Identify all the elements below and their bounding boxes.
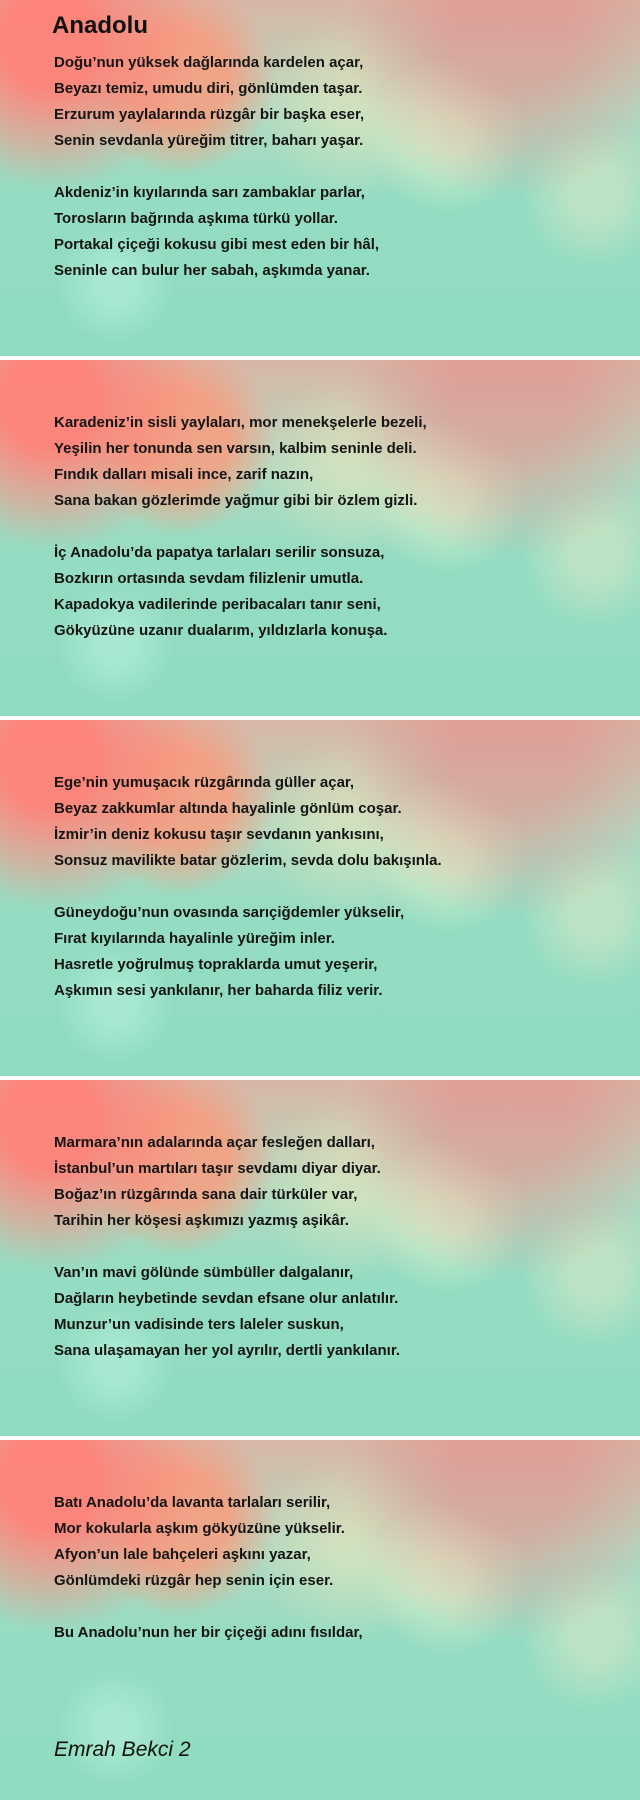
poem-card-3 <box>0 720 640 1076</box>
stanza-8 <box>54 1260 400 1364</box>
poem-line: Karadeniz’in sisli yaylaları, mor menekşelerle bezeli, <box>54 414 427 431</box>
poem-line: Marmara’nın adalarında açar fesleğen dalları, <box>54 1134 375 1151</box>
poem-line: Fırat kıyılarında hayalinle yüreğim inler. <box>54 930 335 947</box>
stanza-5 <box>54 770 442 874</box>
poem-line: Batı Anadolu’da lavanta tarlaları serilir, <box>54 1494 331 1511</box>
poem-line: Beyazı temiz, umudu diri, gönlümden taşar. <box>54 80 363 97</box>
poem-line: Hasretle yoğrulmuş topraklarda umut yeşerir, <box>54 956 378 973</box>
poem-line: Boğaz’ın rüzgârında sana dair türküler var, <box>54 1186 358 1203</box>
stanza-10 <box>54 1620 363 1646</box>
poem-line: Tarihin her köşesi aşkımızı yazmış aşikâr. <box>54 1212 349 1229</box>
poem-line: Kapadokya vadilerinde peribacaları tanır seni, <box>54 596 381 613</box>
stanza-4 <box>54 540 387 644</box>
poem-line: Dağların heybetinde sevdan efsane olur anlatılır. <box>54 1290 399 1307</box>
poem-line: Akdeniz’in kıyılarında sarı zambaklar parlar, <box>54 184 365 201</box>
poem-line: Yeşilin her tonunda sen varsın, kalbim seninle deli. <box>54 440 417 457</box>
stanza-7 <box>54 1130 381 1234</box>
poem-line: İzmir’in deniz kokusu taşır sevdanın yankısını, <box>54 826 384 843</box>
poem-line: Doğu’nun yüksek dağlarında kardelen açar, <box>54 54 364 71</box>
poem-line: Ege’nin yumuşacık rüzgârında güller açar, <box>54 774 355 791</box>
poem-card-1 <box>0 0 640 356</box>
poem-line: Beyaz zakkumlar altında hayalinle gönlüm coşar. <box>54 800 402 817</box>
poem-line: Gökyüzüne uzanır dualarım, yıldızlarla konuşa. <box>54 622 388 639</box>
poem-line: Bu Anadolu’nun her bir çiçeği adını fısıldar, <box>54 1624 363 1641</box>
stanza-2 <box>54 180 379 284</box>
poem-card-2 <box>0 360 640 716</box>
poem-line: İç Anadolu’da papatya tarlaları serilir sonsuza, <box>54 544 385 561</box>
poem-line: Afyon’un lale bahçeleri aşkını yazar, <box>54 1546 311 1563</box>
poem-line: Van’ın mavi gölünde sümbüller dalgalanır, <box>54 1264 354 1281</box>
poem-line: Bozkırın ortasında sevdam filizlenir umutla. <box>54 570 364 587</box>
poem-line: İstanbul’un martıları taşır sevdamı diyar diyar. <box>54 1160 381 1177</box>
poem-line: Güneydoğu’nun ovasında sarıçiğdemler yükselir, <box>54 904 405 921</box>
poem-line: Gönlümdeki rüzgâr hep senin için eser. <box>54 1572 334 1589</box>
poem-title: Anadolu <box>52 12 148 39</box>
poem-line: Seninle can bulur her sabah, aşkımda yanar. <box>54 262 370 279</box>
poem-line: Sana ulaşamayan her yol ayrılır, dertli yankılanır. <box>54 1342 401 1359</box>
poem-line: Fındık dalları misali ince, zarif nazın, <box>54 466 314 483</box>
poem-card-4 <box>0 1080 640 1436</box>
stanza-6 <box>54 900 404 1004</box>
poem-line: Mor kokularla aşkım gökyüzüne yükselir. <box>54 1520 345 1537</box>
poem-line: Sana bakan gözlerimde yağmur gibi bir özlem gizli. <box>54 492 418 509</box>
poem-line: Sonsuz mavilikte batar gözlerim, sevda dolu bakışınla. <box>54 852 442 869</box>
poem-line: Portakal çiçeği kokusu gibi mest eden bir hâl, <box>54 236 380 253</box>
poem-line: Torosların bağrında aşkıma türkü yollar. <box>54 210 338 227</box>
poem-line: Munzur’un vadisinde ters laleler suskun, <box>54 1316 344 1333</box>
author-signature: Emrah Bekci 2 <box>54 1738 191 1761</box>
stanza-3 <box>54 410 427 514</box>
poem-line: Aşkımın sesi yankılanır, her baharda filiz verir. <box>54 982 383 999</box>
poem-line: Senin sevdanla yüreğim titrer, baharı yaşar. <box>54 132 364 149</box>
stanza-1 <box>54 50 364 154</box>
poem-line: Erzurum yaylalarında rüzgâr bir başka eser, <box>54 106 365 123</box>
poem-card-5 <box>0 1440 640 1800</box>
stanza-9 <box>54 1490 345 1594</box>
